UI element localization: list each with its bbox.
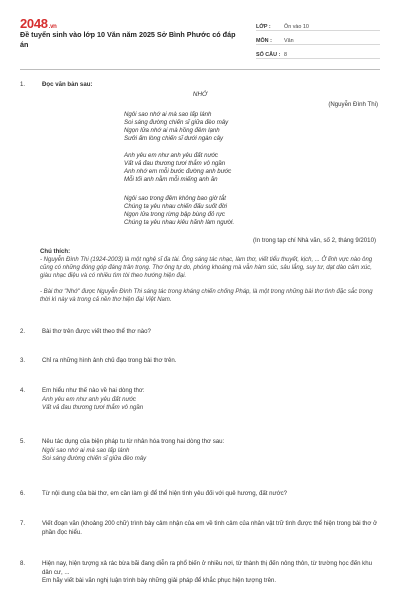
question-text: Chỉ ra những hình ảnh chủ đạo trong bài thơ trên. (42, 357, 177, 364)
meta-grade (256, 17, 380, 31)
quoted-line: Anh yêu em như anh yêu đất nước (42, 395, 137, 403)
question-2 (20, 328, 382, 337)
question-6 (20, 490, 382, 499)
poem-line: Ngôi sao trong đêm không bao giờ tắt (124, 195, 226, 202)
meta-value: 8 (284, 52, 287, 58)
question-text: Em hãy viết bài văn nghị luận trình bày những giải pháp để khắc phục hiện tượng trên. (42, 577, 277, 585)
question-text: Viết đoạn văn (khoảng 200 chữ) trình bày cảm nhận của em về tình cảm của nhân vật trữ tình được thể hiện trong bài thơ ở phần đọc hiểu. (42, 520, 378, 536)
site-logo[interactable] (20, 16, 57, 31)
poem-source: (In trong tạp chí Nhà văn, số 2, tháng 9/2010) (253, 237, 376, 244)
question-3 (20, 357, 382, 366)
poem-line: Ngọn lửa trong rừng bập bùng đỏ rực (124, 210, 226, 218)
poem-stanza (124, 195, 234, 227)
poem-line: Mỗi tối anh nằm mỗi miếng anh ăn (124, 175, 218, 183)
question-number: 4. (20, 387, 26, 394)
logo-text: 2048 (20, 16, 48, 31)
question-number: 7. (20, 520, 26, 527)
question-text: Bài thơ trên được viết theo thể thơ nào? (42, 328, 151, 335)
poem-stanza (124, 111, 228, 143)
note-item: - Bài thơ "Nhớ" được Nguyễn Đình Thi sáng tác trong kháng chiến chống Pháp, là một trong những bài thơ tình đặc sắc trong thời kì này và trong cả nền thơ hiện đại Việt Nam. (40, 289, 373, 303)
question-text: Nêu tác dụng của biện pháp tu từ nhân hóa trong hai dòng thơ sau: (42, 438, 225, 445)
quoted-line: Vất vả đau thương tươi thắm vô ngần (42, 404, 144, 412)
question-number: 6. (20, 490, 26, 497)
poem-line: Anh yêu em như anh yêu đất nước (124, 152, 219, 159)
poem-stanza (124, 152, 231, 184)
note-item: - Nguyễn Đình Thi (1924-2003) là một nghệ sĩ đa tài. Ông sáng tác nhạc, làm thơ, viết tiểu thuyết, kịch, ... Ở lĩnh vực nào ông cũng có những đóng góp đáng trân trọng. Thơ ông tự do, phóng khoáng mà vẫn hàm súc, sâu lắng, suy tư, dạt dào cảm xúc, giàu nhạc điệu và có nhiều tìm tòi theo hướng hiện đại. (40, 257, 373, 279)
poem-line: Sưởi ấm lòng chiến sĩ dưới ngàn cây (124, 134, 224, 142)
meta-count (256, 45, 380, 59)
meta-value: Văn (284, 38, 294, 44)
poem-line: Chúng ta yêu nhau chiến đấu suốt đời (124, 202, 227, 210)
exam-title: Đề tuyển sinh vào lớp 10 Văn năm 2025 Sở Bình Phước có đáp án (20, 30, 236, 49)
meta-value: Ôn vào 10 (284, 24, 309, 30)
notes-title: Chú thích: (40, 248, 71, 255)
quoted-line: Ngôi sao nhớ ai mà sao lấp lánh (42, 446, 130, 454)
question-1 (20, 81, 382, 90)
question-8 (20, 560, 382, 586)
question-5 (20, 438, 382, 464)
header-divider (20, 69, 380, 70)
question-number: 5. (20, 438, 26, 445)
question-number: 3. (20, 357, 26, 364)
poem-title: NHỚ (192, 91, 208, 98)
poem-line: Ngôi sao nhớ ai mà sao lấp lánh (124, 111, 212, 118)
meta-subject (256, 31, 380, 45)
quoted-line: Soi sáng đường chiến sĩ giữa đèo mây (42, 455, 147, 463)
poem-author: (Nguyễn Đình Thi) (328, 101, 378, 108)
question-text: Em hiểu như thế nào về hai dòng thơ: (42, 387, 145, 394)
question-prompt: Đọc văn bản sau: (42, 81, 93, 88)
question-number: 8. (20, 560, 26, 567)
question-7 (20, 520, 382, 537)
poem-line: Anh nhớ em mỗi bước đường anh bước (124, 167, 232, 175)
poem-line: Vất vả đau thương tươi thắm vô ngần (124, 159, 226, 167)
question-4 (20, 387, 382, 413)
meta-key: SỐ CÂU : (256, 52, 281, 58)
meta-key: MÔN : (256, 38, 272, 44)
poem-line: Soi sáng đường chiến sĩ giữa đèo mây (124, 118, 229, 126)
question-number: 2. (20, 328, 26, 335)
poem-line: Chúng ta yêu nhau kiêu hãnh làm người. (124, 218, 235, 226)
question-number: 1. (20, 81, 26, 88)
question-text: Hiện nay, hiện tượng xả rác bừa bãi đang diễn ra phổ biến ở nhiều nơi, từ thành thị đến nông thôn, từ trường học đến khu dân cư, ... (42, 560, 372, 576)
meta-key: LỚP : (256, 24, 271, 30)
poem-line: Ngọn lửa nhớ ai mà hồng đêm lạnh (124, 126, 220, 134)
logo-suffix: .vn (48, 24, 57, 30)
exam-meta (256, 17, 380, 59)
question-text: Từ nội dung của bài thơ, em cần làm gì để thể hiện tình yêu đối với quê hương, đất nước? (42, 490, 288, 497)
